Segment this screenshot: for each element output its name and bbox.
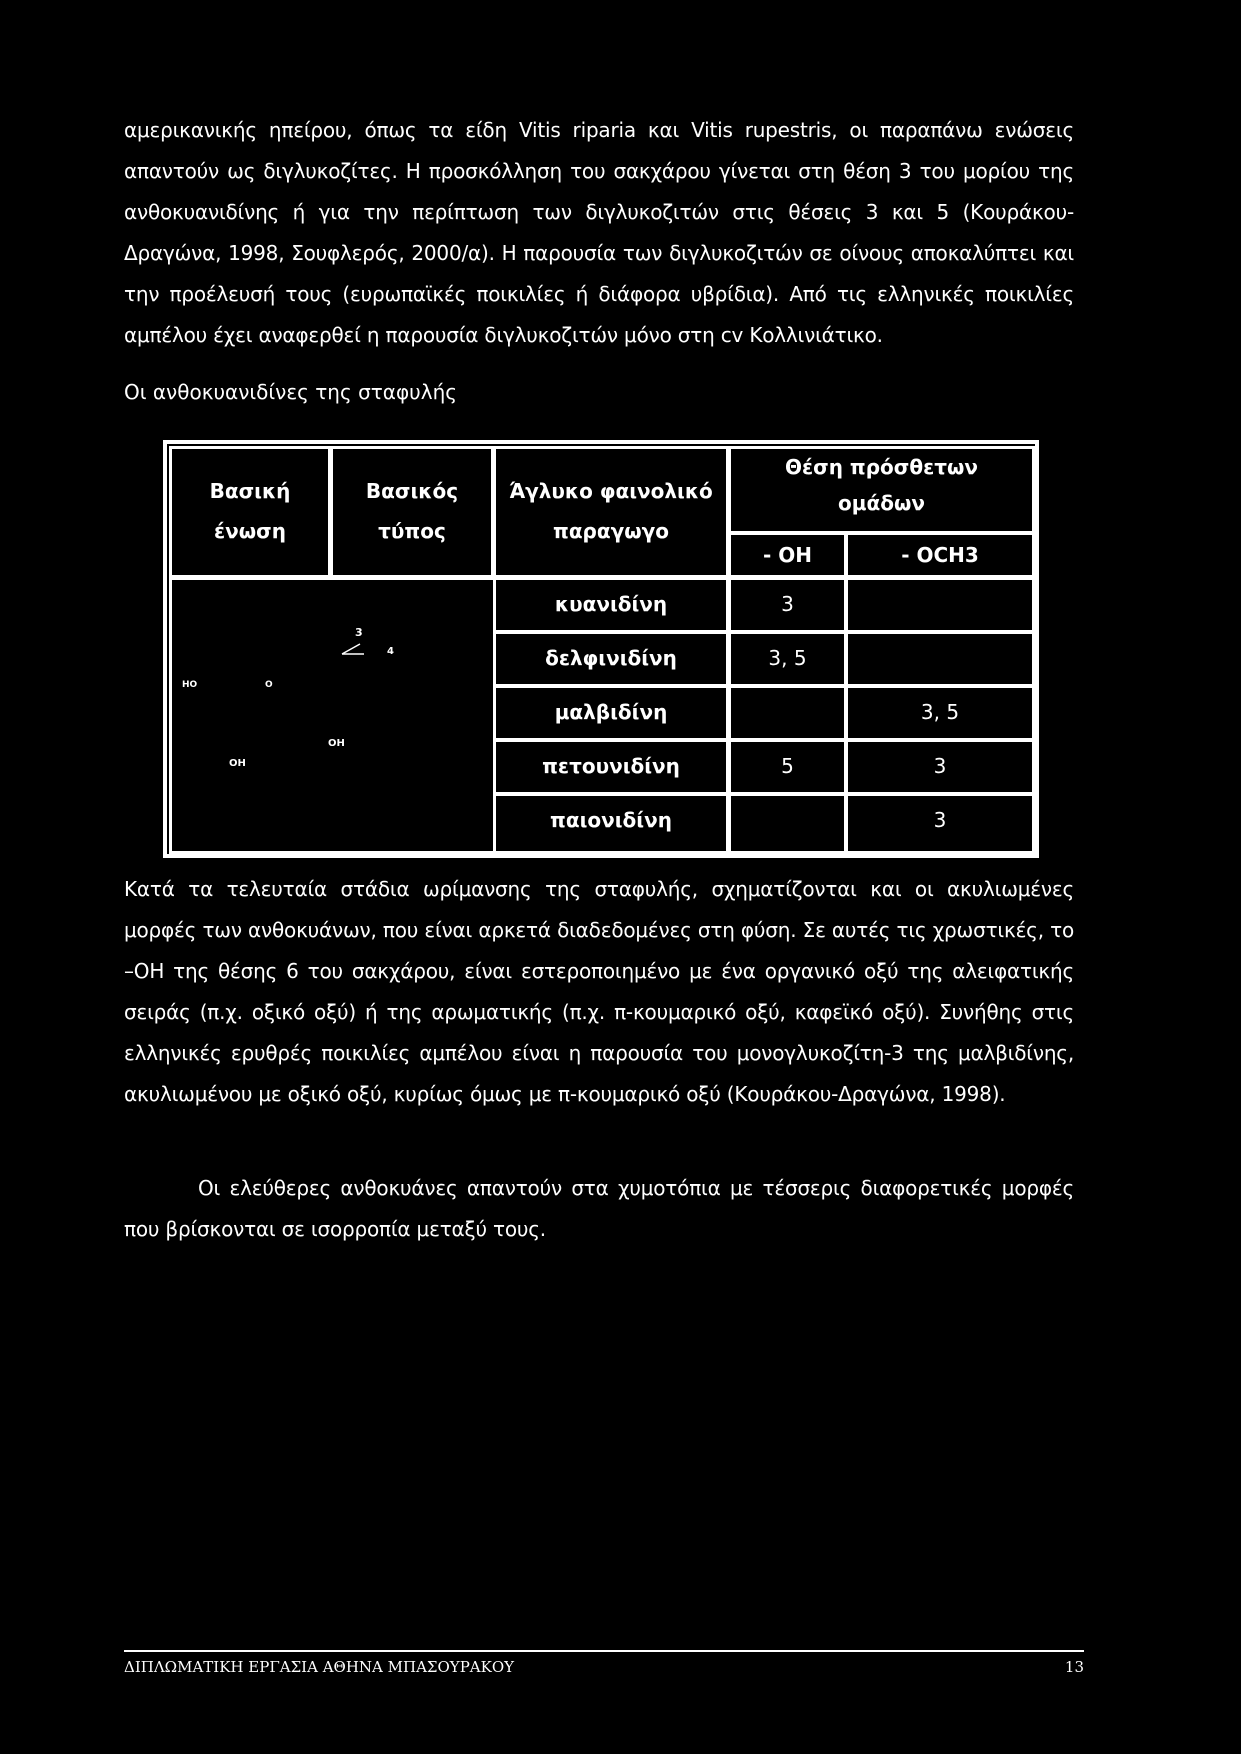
header-oh (728, 532, 847, 578)
header-basic-type (330, 446, 494, 578)
table-row-och3 (845, 631, 1035, 687)
header-basic-compound (169, 446, 331, 578)
structure-area (169, 577, 495, 854)
page-footer (124, 1650, 1084, 1676)
header-oh-label: - ΟΗ (762, 543, 812, 567)
row-och3-text: 3, 5 (920, 700, 960, 724)
table-row-name (493, 577, 729, 633)
header-substituents (728, 446, 1035, 534)
structure-label-ho: HO (182, 680, 198, 690)
paragraph-acylated-forms: Κατά τα τελευταία στάδια ωρίμανσης της σταφυλής, σχηματίζονται και οι ακυλιωμένες μορφές των ανθοκυάνων, που είναι αρκετά διαδεδομένες στη φύση. Σε αυτές τις χρωστικές, το –ΟΗ της θέσης 6 του σακχάρου, είναι εστεροποιημένο με ένα οργανικό οξύ της αλειφατικής σειράς (π.χ. οξικό οξύ) ή της αρωματικής (π.χ. π-κουμαρικό οξύ, καφεϊκό οξύ). Συνήθης στις ελληνικές ερυθρές ποικιλίες αμπέλου είναι η παρουσία του μονογλυκοζίτη-3 της μαλβιδίνης, ακυλιωμένου με οξικό οξύ, κυρίως όμως με π-κουμαρικό οξύ (Κουράκου-Δραγώνα, 1998). (124, 877, 1074, 1106)
table-row-och3 (845, 739, 1035, 795)
intro-paragraph: αμερικανικής ηπείρου, όπως τα είδη Vitis riparia και Vitis rupestris, οι παραπάνω ενώσεις απαντούν ως διγλυκοζίτες. Η προσκόλληση του σακχάρου γίνεται στη θέση 3 του μορίου της ανθοκυανιδίνης ή για την περίπτωση των διγλυκοζιτών στις θέσεις 3 και 5 (Κουράκου-Δραγώνα, 1998, Σουφλερός, 2000/α). Η παρουσία των διγλυκοζιτών σε οίνους αποκαλύπτει και την προέλευσή τους (ευρωπαϊκές ποικιλίες ή διάφορα υβρίδια). Από τις ελληνικές ποικιλίες αμπέλου έχει αναφερθεί η παρουσία διγλυκοζιτών μόνο στη cv Κολλινιάτικο. (124, 118, 1074, 347)
header-substituents-line2: ομάδων (838, 491, 925, 515)
table-row-name (493, 793, 729, 854)
header-aglycone-line1: Άγλυκο φαινολικό (509, 479, 713, 503)
row-name-text: μαλβιδίνη (554, 700, 668, 724)
structure-label-o: O (265, 680, 273, 690)
row-och3-text: 3 (933, 808, 947, 832)
header-basic-compound-line2: ένωση (214, 519, 286, 543)
row-name-text: πετουνιδίνη (542, 754, 680, 778)
page-number: 13 (1064, 1658, 1084, 1676)
table-row-name (493, 685, 729, 741)
structure-label-pos4: 4 (387, 646, 394, 657)
anthocyanidin-table (163, 440, 1039, 858)
table-row-och3 (845, 793, 1035, 854)
header-aglycone (493, 446, 729, 578)
row-name-text: κυανιδίνη (554, 592, 668, 616)
row-oh-text: 3, 5 (768, 646, 807, 670)
table-row-oh (728, 577, 847, 633)
table-row-oh (728, 739, 847, 795)
row-name-text: δελφινιδίνη (545, 646, 677, 670)
row-och3-text: 3 (933, 754, 947, 778)
table-row-oh (728, 685, 847, 741)
flavylium-structure-diagram (172, 580, 492, 850)
table-row-och3 (845, 577, 1035, 633)
header-basic-type-line1: Βασικός (365, 479, 459, 503)
paragraph-free-anthocyanins: Οι ελεύθερες ανθοκυάνες απαντούν στα χυμοτόπια με τέσσερις διαφορετικές μορφές που βρίσκονται σε ισορροπία μεταξύ τους. (124, 1176, 1074, 1241)
table-caption: Οι ανθοκυανιδίνες της σταφυλής (124, 380, 457, 404)
table-row-oh (728, 793, 847, 854)
structure-label-pos3: 3 (355, 626, 363, 639)
structure-label-oh2: OH (328, 738, 345, 749)
header-aglycone-line2: παραγωγο (553, 519, 669, 543)
row-oh-text: 3 (781, 592, 794, 616)
row-name-text: παιονιδίνη (550, 808, 672, 832)
header-basic-compound-line1: Βασική (209, 479, 291, 503)
table-row-name (493, 739, 729, 795)
header-och3 (845, 532, 1035, 578)
table-row-name (493, 631, 729, 687)
structure-label-oh1: OH (229, 758, 246, 769)
table-row-och3 (845, 685, 1035, 741)
table-row-oh (728, 631, 847, 687)
header-basic-type-line2: τύπος (378, 519, 446, 543)
row-oh-text: 5 (781, 754, 794, 778)
header-substituents-line1: Θέση πρόσθετων (784, 455, 978, 479)
header-och3-label: - ΟCH3 (901, 543, 979, 567)
footer-title: ΔΙΠΛΩΜΑΤΙΚΗ ΕΡΓΑΣΙΑ ΑΘΗΝΑ ΜΠΑΣΟΥΡΑΚΟΥ (124, 1658, 515, 1676)
